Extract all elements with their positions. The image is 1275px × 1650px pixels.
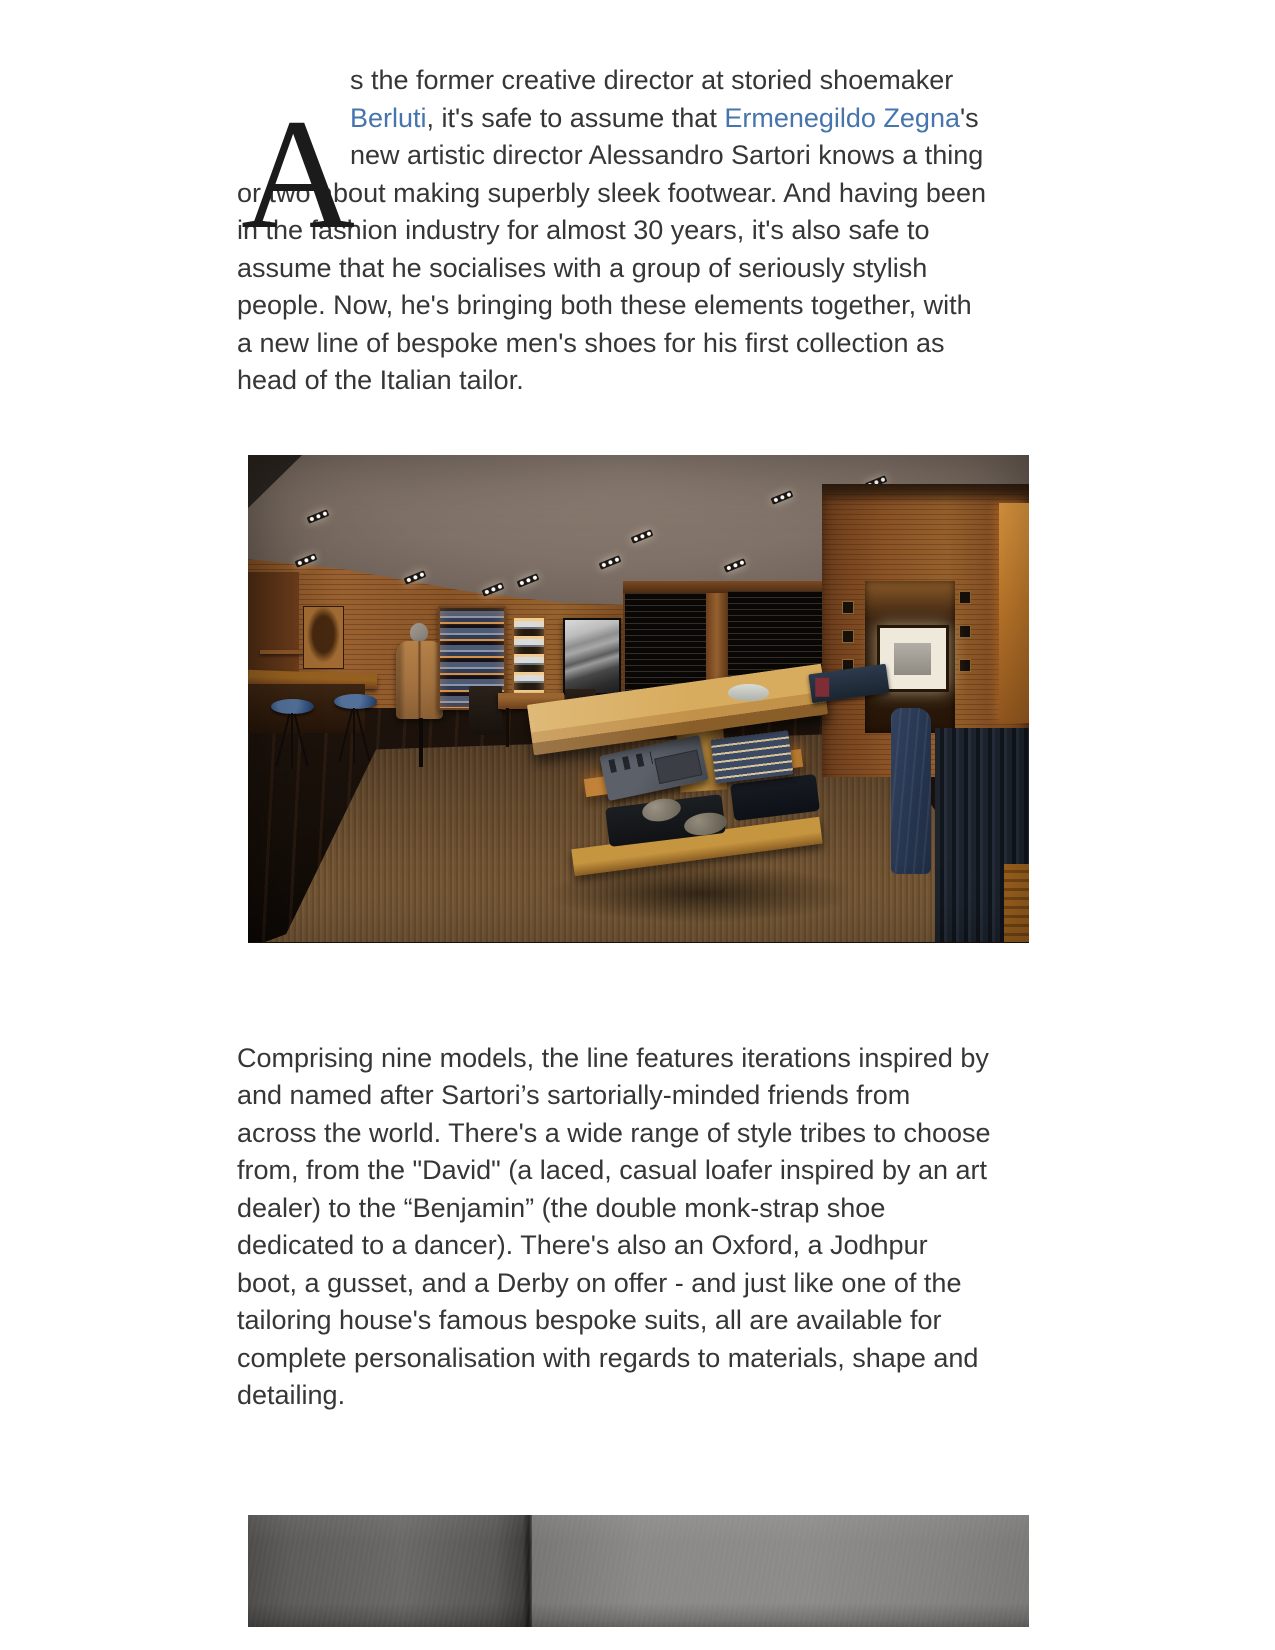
fabric-shading — [248, 1515, 1029, 1627]
fabric-spread-photo — [248, 1515, 1029, 1627]
dropcap-spacer — [237, 62, 350, 162]
article-body — [237, 0, 992, 1627]
text-run: s the former creative director at storied shoemaker — [350, 65, 954, 95]
dropcap-letter: A — [241, 87, 356, 262]
intro-paragraph — [237, 62, 992, 400]
inline-link[interactable]: Berluti — [350, 102, 427, 133]
text-run: , it's safe to assume that — [426, 102, 725, 133]
store-interior-photo — [248, 455, 1029, 943]
second-paragraph: Comprising nine models, the line features iterations inspired by and named after Sartori’s sartorially-minded friends from across the world. There's a wide range of style tribes to choose from, from the "David" (a laced, casual loafer inspired by an art dealer) to the “Benjamin” (the double monk-strap shoe dedicated to a dancer). There's also an Oxford, a Jodhpur boot, a gusset, and a Derby on offer - and just like one of the tailoring house's famous bespoke suits, all are available for complete personalisation with regards to materials, shape and detailing. — [237, 1042, 991, 1410]
photo-vignette — [248, 455, 1029, 943]
text-run: 's new artistic director Alessandro Sartori knows a thing or two about making superbly sleek footwear. And having been in the fashion industry for almost 30 years, it's also safe to assume that he socialises with a group of seriously stylish people. Now, he's bringing both these elements together, with a new line of bespoke men's shoes for his first collection as head of the Italian tailor. — [237, 102, 986, 395]
inline-link[interactable]: Ermenegildo Zegna — [724, 102, 960, 133]
